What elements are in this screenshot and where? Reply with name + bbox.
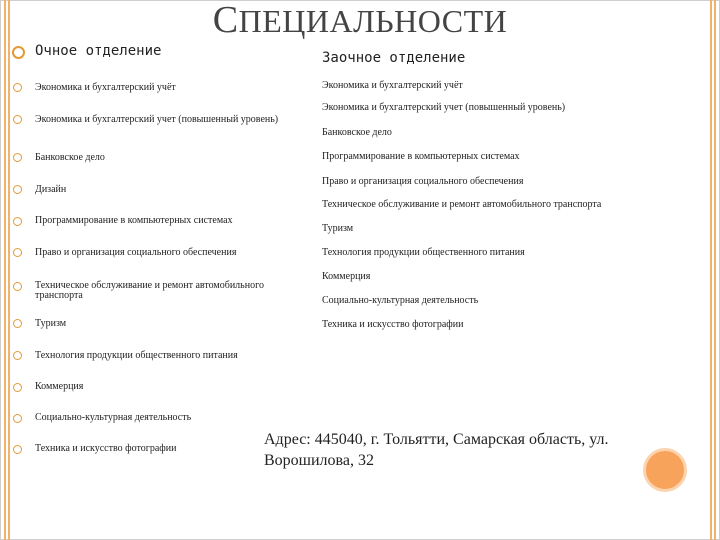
part-time-item: Экономика и бухгалтерский учёт	[322, 80, 463, 91]
bullet-icon	[13, 282, 22, 291]
part-time-item: Техника и искусство фотографии	[322, 319, 464, 330]
bullet-icon	[13, 153, 22, 162]
bullet-icon	[13, 185, 22, 194]
part-time-item: Туризм	[322, 223, 354, 234]
bullet-icon	[13, 83, 22, 92]
left-border-line-inner	[8, 0, 10, 540]
full-time-item: Программирование в компьютерных системах	[35, 215, 233, 226]
address-text: Адрес: 445040, г. Тольятти, Самарская область, ул. Ворошилова, 32	[264, 431, 609, 469]
bullet-icon	[13, 445, 22, 454]
full-time-item: Социально-культурная деятельность	[35, 412, 192, 423]
full-time-item: Технология продукции общественного питания	[35, 350, 238, 361]
slide-title	[0, 0, 720, 41]
bullet-icon	[13, 217, 22, 226]
full-time-item: Право и организация социального обеспечения	[35, 247, 237, 258]
right-border-line-inner	[710, 0, 712, 540]
part-time-item: Право и организация социального обеспечения	[322, 176, 524, 187]
bullet-icon	[13, 319, 22, 328]
part-time-item: Социально-культурная деятельность	[322, 295, 479, 306]
full-time-item: Экономика и бухгалтерский учет (повышенный уровень)	[35, 114, 279, 125]
part-time-item: Технология продукции общественного питания	[322, 247, 525, 258]
right-border-line-outer	[714, 0, 716, 540]
bullet-icon	[13, 351, 22, 360]
title-rest: ПЕЦИАЛЬНОСТИ	[238, 3, 508, 39]
part-time-item: Экономика и бухгалтерский учет (повышенный уровень)	[322, 102, 566, 113]
part-time-item: Программирование в компьютерных системах	[322, 151, 520, 162]
full-time-item: Коммерция	[35, 381, 84, 392]
title-first-letter: С	[212, 0, 239, 41]
bullet-icon	[12, 46, 25, 59]
full-time-item: Банковское дело	[35, 152, 105, 163]
bullet-icon	[13, 248, 22, 257]
full-time-item: Туризм	[35, 318, 67, 329]
part-time-item: Коммерция	[322, 271, 371, 282]
decorative-circle	[643, 448, 687, 492]
full-time-item: Экономика и бухгалтерский учёт	[35, 82, 176, 93]
bullet-icon	[13, 414, 22, 423]
part-time-item: Техническое обслуживание и ремонт автомобильного транспорта	[322, 199, 602, 210]
bullet-icon	[13, 383, 22, 392]
left-border-line-outer	[4, 0, 6, 540]
full-time-item: Техническое обслуживание и ремонт автомобильного транспорта	[35, 280, 264, 301]
part-time-heading: Заочное отделение	[322, 50, 466, 66]
full-time-heading: Очное отделение	[35, 43, 162, 59]
full-time-item: Дизайн	[35, 184, 67, 195]
bullet-icon	[13, 115, 22, 124]
part-time-item: Банковское дело	[322, 127, 392, 138]
full-time-item: Техника и искусство фотографии	[35, 443, 177, 454]
